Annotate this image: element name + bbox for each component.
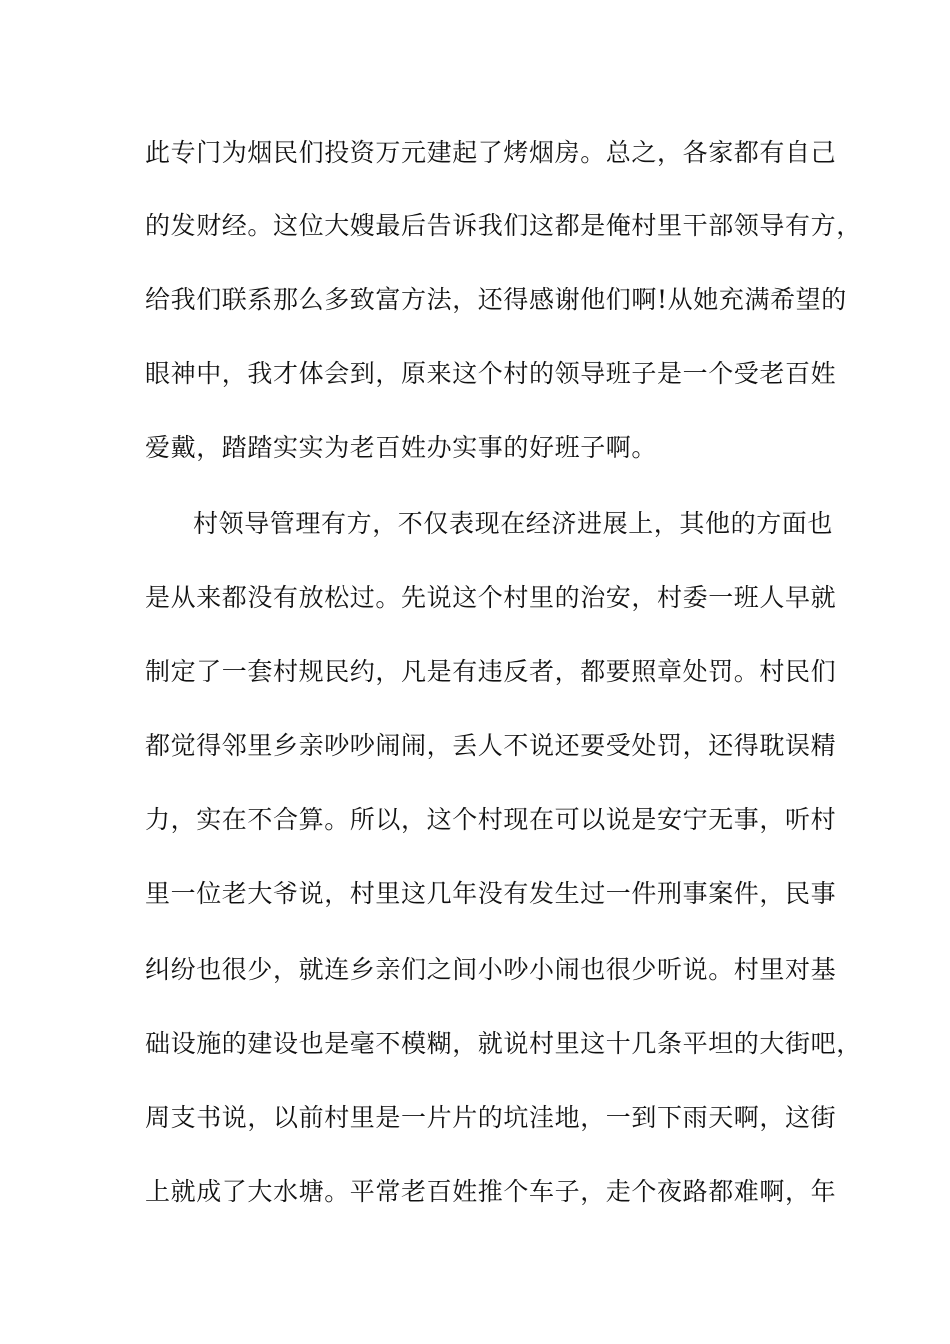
text-line-4: 眼神中，我才体会到，原来这个村的领导班子是一个受老百姓 — [145, 359, 837, 388]
paragraph-start-line: 村领导管理有方，不仅表现在经济进展上，其他的方面也 — [193, 509, 834, 538]
text-line-5: 爱戴，踏踏实实为老百姓办实事的好班子啊。 — [145, 433, 658, 462]
text-line-15: 上就成了大水塘。平常老百姓推个车子，走个夜路都难啊，年 — [145, 1177, 837, 1206]
text-line-12: 纠纷也很少，就连乡亲们之间小吵小闹也很少听说。村里对基 — [145, 955, 837, 984]
text-line-14: 周支书说，以前村里是一片片的坑洼地，一到下雨天啊，这街 — [145, 1103, 837, 1132]
text-line-1: 此专门为烟民们投资万元建起了烤烟房。总之，各家都有自己 — [145, 138, 837, 167]
text-line-13: 础设施的建设也是毫不模糊，就说村里这十几条平坦的大街吧， — [145, 1029, 862, 1058]
text-line-3: 给我们联系那么多致富方法，还得感谢他们啊!从她充满希望的 — [145, 285, 847, 314]
text-line-10: 力，实在不合算。所以，这个村现在可以说是安宁无事，听村 — [145, 805, 837, 834]
text-line-2: 的发财经。这位大嫂最后告诉我们这都是俺村里干部领导有方， — [145, 211, 862, 240]
text-line-9: 都觉得邻里乡亲吵吵闹闹，丢人不说还要受处罚，还得耽误精 — [145, 731, 837, 760]
text-line-7: 是从来都没有放松过。先说这个村里的治安，村委一班人早就 — [145, 583, 837, 612]
text-line-8: 制定了一套村规民约，凡是有违反者，都要照章处罚。村民们 — [145, 657, 837, 686]
text-line-11: 里一位老大爷说，村里这几年没有发生过一件刑事案件，民事 — [145, 879, 837, 908]
